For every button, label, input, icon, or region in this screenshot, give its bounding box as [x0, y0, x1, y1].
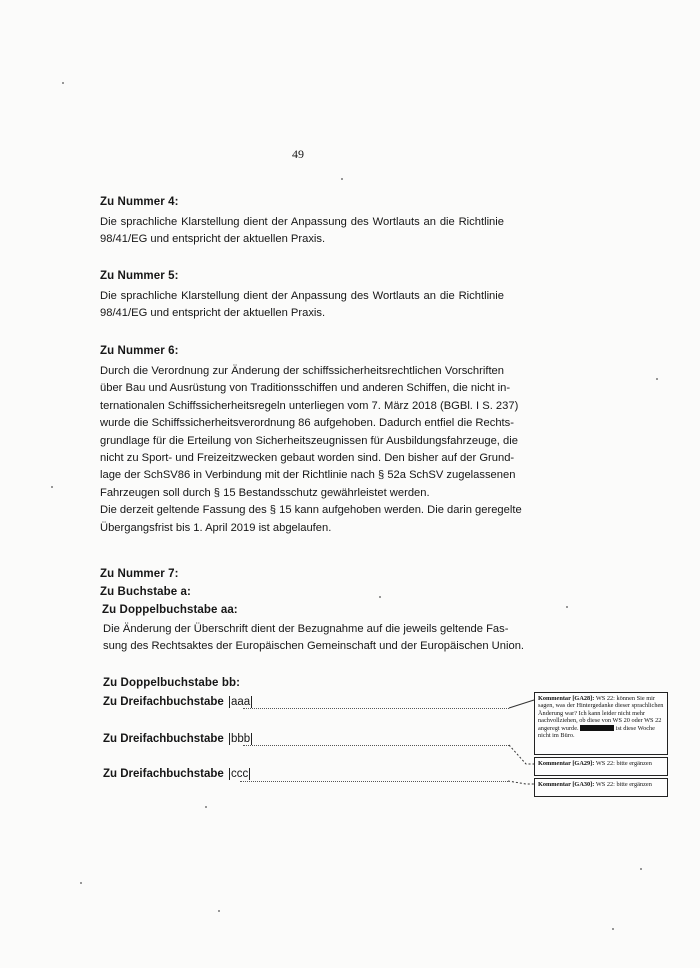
scan-speck: [62, 82, 64, 84]
dreifachbuchstabe-label: Zu Dreifachbuchstabe: [103, 733, 224, 745]
scan-speck: [205, 806, 207, 808]
comment-anchor-aaa[interactable]: aaa: [230, 696, 251, 708]
scan-speck: [51, 486, 53, 488]
scan-speck: [218, 910, 220, 912]
connector-ga29: [509, 745, 534, 764]
connector-ga28: [509, 700, 534, 708]
text-line: Die Änderung der Überschrift dient der Bezugnahme auf die jeweils geltende Fas-: [103, 623, 509, 635]
comment-text: WS 22: bitte ergänzen: [595, 760, 652, 767]
comment-tag: Kommentar [GA30]:: [538, 781, 595, 788]
comment-ga29[interactable]: [534, 757, 668, 776]
scan-speck: [656, 378, 658, 380]
connector-ga30: [508, 781, 534, 784]
comment-anchor-bbb[interactable]: bbb: [230, 733, 251, 745]
heading-nummer-6: Zu Nummer 6:: [100, 345, 179, 357]
comment-ga30[interactable]: [534, 778, 668, 797]
text-line: 98/41/EG und entspricht der aktuellen Praxis.: [100, 307, 326, 320]
text-line: Durch die Verordnung zur Änderung der schiffssicherheitsrechtlichen Vorschriften: [100, 365, 504, 377]
scan-speck: [612, 928, 614, 930]
text-line: Fahrzeugen soll durch § 15 Bestandsschutz gewährleistet werden.: [100, 486, 430, 499]
comment-tag: Kommentar [GA29]:: [538, 760, 595, 767]
comment-text: WS 22: bitte ergänzen: [595, 781, 652, 788]
scan-speck: [379, 596, 381, 598]
comment-text: WS 22: können Sie mir sagen, was der Hintergedanke dieser sprachlichen Änderung war? Ich kann leider nicht mehr nachvollziehen, ob diese von WS 20 oder WS 22 angeregt wurde.: [538, 695, 664, 732]
dreifachbuchstabe-label: Zu Dreifachbuchstabe: [103, 696, 224, 708]
text-line: grundlage für die Erteilung von Sicherheitszeugnissen für Ausbildungsfahrzeuge, die: [100, 434, 518, 447]
heading-doppelbuchstabe-aa: Zu Doppelbuchstabe aa:: [102, 604, 238, 616]
scan-speck: [566, 606, 568, 608]
comment-tag: Kommentar [GA28]:: [538, 695, 595, 702]
scan-speck: [80, 882, 82, 884]
heading-doppelbuchstabe-bb: Zu Doppelbuchstabe bb:: [103, 677, 240, 689]
heading-nummer-4: Zu Nummer 4:: [100, 196, 179, 208]
text-line: Die derzeit geltende Fassung des § 15 kann aufgehoben werden. Die darin geregelte: [100, 504, 522, 517]
text-line: 98/41/EG und entspricht der aktuellen Praxis.: [100, 233, 326, 246]
heading-buchstabe-a: Zu Buchstabe a:: [100, 586, 191, 598]
text-line: Die sprachliche Klarstellung dient der Anpassung des Wortlauts an die Richtlinie: [100, 290, 504, 302]
text-line: Übergangsfrist bis 1. April 2019 ist abgelaufen.: [100, 521, 332, 534]
heading-nummer-5: Zu Nummer 5:: [100, 270, 179, 282]
dreifachbuchstabe-label: Zu Dreifachbuchstabe: [103, 768, 224, 780]
text-line: nicht zu Sport- und Freizeitzwecken gebaut worden sind. Den bisher auf der Grund-: [100, 452, 515, 465]
text-line: sung des Rechtsaktes der Europäischen Gemeinschaft und der Europäischen Union.: [103, 640, 525, 653]
text-line: lage der SchSV86 in Verbindung mit der Richtlinie nach § 52a SchSV zugelassenen: [100, 469, 516, 482]
heading-nummer-7: Zu Nummer 7:: [100, 568, 179, 580]
comment-text: ist diese Woche nicht im Büro.: [538, 724, 655, 740]
scan-speck: [341, 178, 343, 180]
text-line: ternationalen Schiffssicherheitsregeln unterliegen vom 7. März 2018 (BGBl. I S. 237): [100, 399, 519, 412]
comment-ga28[interactable]: [534, 692, 668, 755]
comment-anchor-ccc[interactable]: ccc: [230, 768, 249, 780]
text-line: Die sprachliche Klarstellung dient der Anpassung des Wortlauts an die Richtlinie: [100, 216, 504, 228]
scan-speck: [640, 868, 642, 870]
page-number: 49: [292, 147, 304, 161]
text-line: über Bau und Ausrüstung von Traditionsschiffen und anderen Schiffen, die nicht in-: [100, 382, 511, 395]
text-line: wurde die Schiffssicherheitsverordnung 86 aufgehoben. Dadurch entfiel die Rechts-: [100, 417, 514, 430]
redaction-block: [580, 725, 614, 731]
